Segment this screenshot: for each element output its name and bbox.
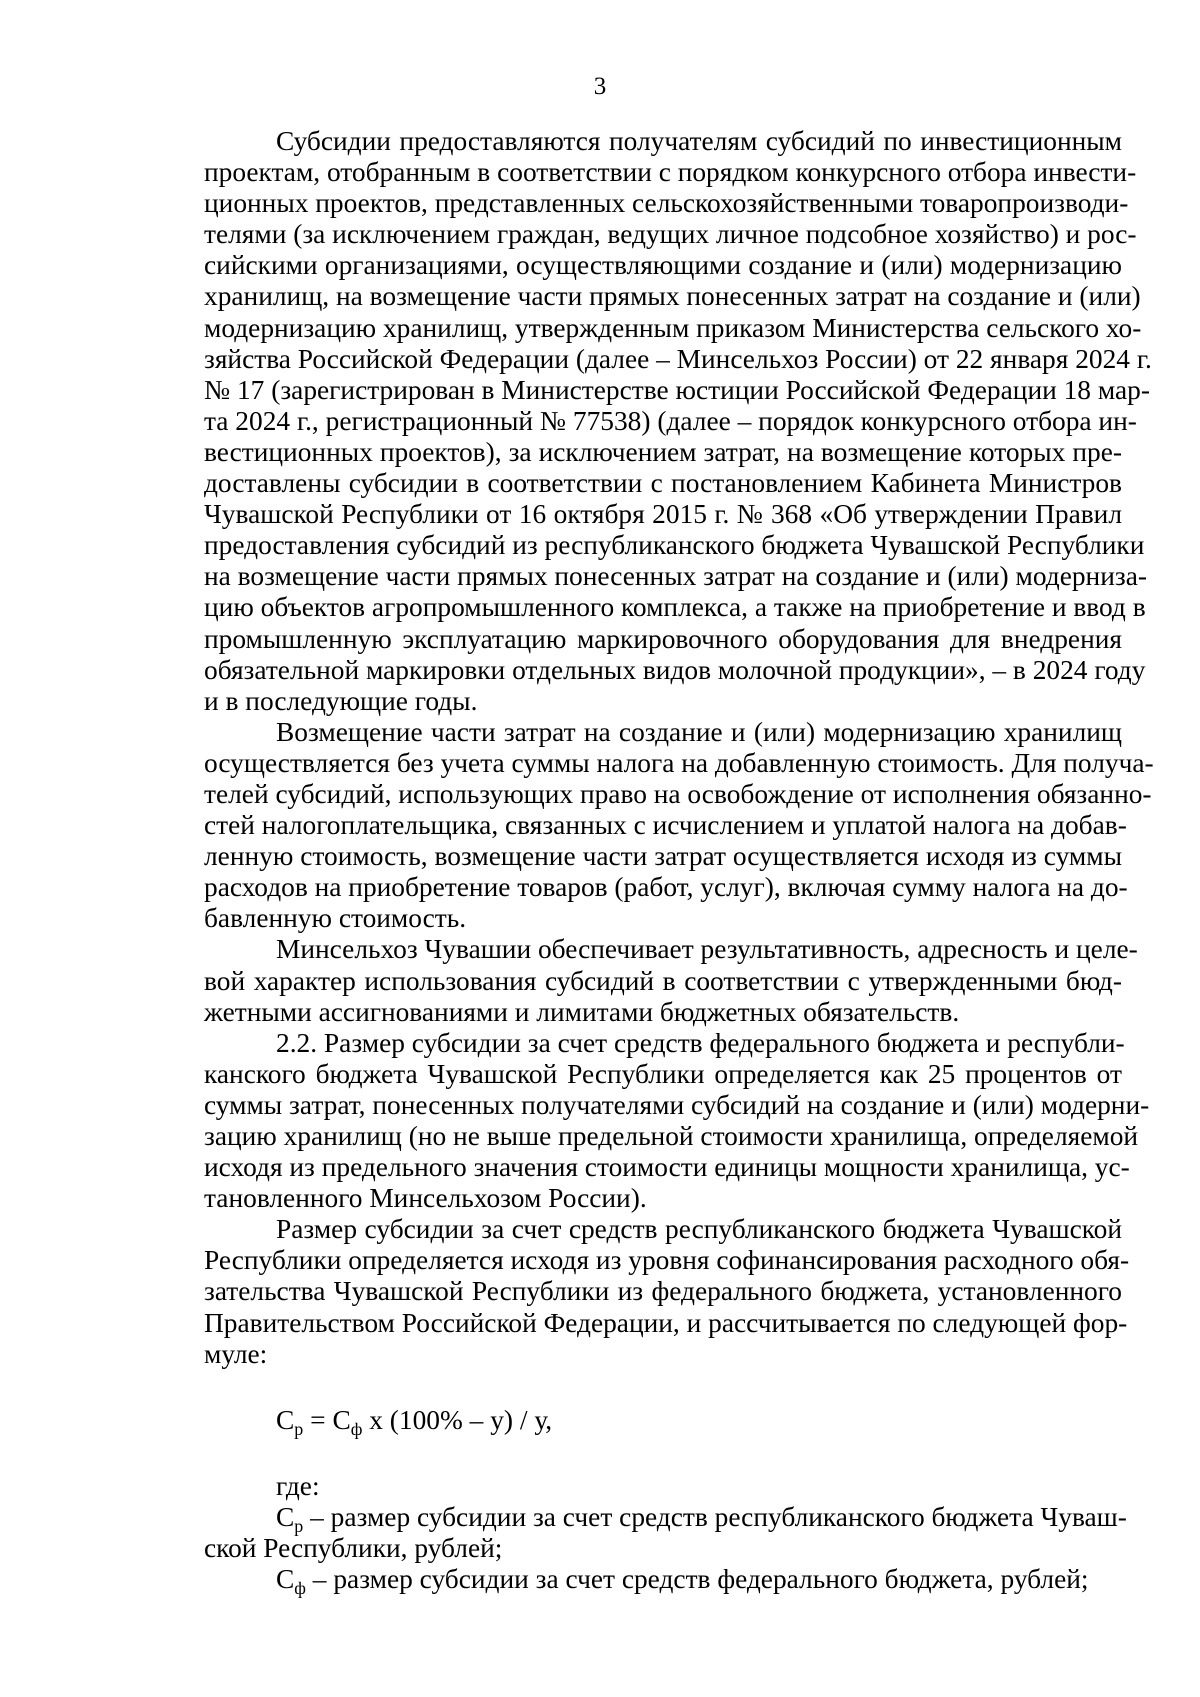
text-line: жетными ассигнованиями и лимитами бюджетных обязательств.: [204, 996, 960, 1027]
text-line: зательства Чувашской Республики из федерального бюджета, установленного: [204, 1276, 1122, 1307]
definition-cp: [204, 1501, 1127, 1564]
text-line: Размер субсидии за счет средств республиканского бюджета Чувашской: [276, 1214, 1122, 1245]
text-line: исходя из предельного значения стоимости единицы мощности хранилища, ус-: [204, 1152, 1130, 1183]
definition-symbol: С: [276, 1501, 295, 1532]
formula-rest: х (100% – у) / у,: [362, 1404, 553, 1435]
text-line: и в последующие годы.: [204, 685, 478, 716]
text-line: ционных проектов, представленных сельскохозяйственными товаропроизводи-: [204, 188, 1129, 219]
text-line: сийскими организациями, осуществляющими создание и (или) модернизацию: [204, 250, 1122, 281]
text-line: вой характер использования субсидий в соответствии с утвержденными бюд-: [204, 965, 1122, 996]
text-line: доставлены субсидии в соответствии с постановлением Кабинета Министров: [204, 468, 1122, 499]
definition-subscript: ф: [294, 1578, 306, 1599]
text-line: Минсельхоз Чувашии обеспечивает результативность, адресность и целе-: [276, 934, 1138, 965]
text-line: тановленного Минсельхозом России).: [204, 1183, 647, 1214]
formula-where-label: где:: [276, 1470, 320, 1501]
text-line: [204, 1501, 1127, 1536]
text-line: промышленную эксплуатацию маркировочного оборудования для внедрения: [204, 623, 1122, 654]
paragraph-subsidies-recipients: [204, 126, 1152, 717]
formula-equals: =: [303, 1404, 333, 1435]
definition-cf: [204, 1564, 1122, 1599]
text-line: проектам, отобранным в соответствии с порядком конкурсного отбора инвести-: [204, 157, 1137, 188]
definition-subscript: р: [294, 1515, 304, 1536]
text-line: муле:: [204, 1338, 268, 1369]
paragraph-ministry-effectiveness: [204, 934, 1138, 1027]
formula-cp-symbol: С: [276, 1404, 295, 1435]
text-line: канского бюджета Чувашской Республики определяется как 25 процентов от: [204, 1058, 1122, 1089]
formula-cp-subscript: р: [294, 1418, 304, 1439]
text-line: хранилищ, на возмещение части прямых понесенных затрат на создание и (или): [204, 281, 1141, 312]
text-line: на возмещение части прямых понесенных затрат на создание и (или) модерниза-: [204, 561, 1147, 592]
text-line: та 2024 г., регистрационный № 77538) (далее – порядок конкурсного отбора ин-: [204, 405, 1137, 436]
subsidy-formula: [276, 1404, 1122, 1439]
definition-text: – размер субсидии за счет средств федерального бюджета, рублей;: [305, 1564, 1089, 1595]
definition-text: – размер субсидии за счет средств республиканского бюджета Чуваш-: [303, 1501, 1127, 1532]
text-line: зяйства Российской Федерации (далее – Минсельхоз России) от 22 января 2024 г.: [204, 343, 1152, 374]
formula-cf-symbol: С: [332, 1404, 351, 1435]
text-line: телей субсидий, использующих право на освобождение от исполнения обязанно-: [204, 778, 1152, 809]
text-line: обязательной маркировки отдельных видов молочной продукции», – в 2024 году: [204, 654, 1146, 685]
document-body: [204, 126, 1154, 1599]
text-line: № 17 (зарегистрирован в Министерстве юстиции Российской Федерации 18 мар-: [204, 374, 1150, 405]
text-line: [204, 1564, 1122, 1599]
paragraph-republican-subsidy: [204, 1214, 1130, 1369]
text-line: Республики определяется исходя из уровня софинансирования расходного обя-: [204, 1245, 1130, 1276]
text-line: стей налогоплательщика, связанных с исчислением и уплатой налога на добав-: [204, 810, 1127, 841]
page-number: 3: [593, 73, 607, 100]
text-line: Чувашской Республики от 16 октября 2015 г. № 368 «Об утверждении Правил: [204, 499, 1122, 530]
text-line: зацию хранилищ (но не выше предельной стоимости хранилища, определяемой: [204, 1121, 1139, 1151]
text-line: вестиционных проектов), за исключением затрат, на возмещение которых пре-: [204, 436, 1122, 467]
text-line: бавленную стоимость.: [204, 903, 467, 934]
text-line: ленную стоимость, возмещение части затрат осуществляется исходя из суммы: [204, 841, 1122, 872]
definition-symbol: С: [276, 1564, 295, 1595]
text-line: цию объектов агропромышленного комплекса, а также на приобретение и ввод в: [204, 592, 1146, 623]
text-line: осуществляется без учета суммы налога на добавленную стоимость. Для получа-: [204, 747, 1154, 778]
text-line: предоставления субсидий из республиканского бюджета Чувашской Республики: [204, 530, 1145, 561]
text-line: Правительством Российской Федерации, и рассчитывается по следующей фор-: [204, 1307, 1128, 1338]
text-line: Возмещение части затрат на создание и (или) модернизацию хранилищ: [276, 716, 1122, 747]
text-line: Субсидии предоставляются получателям субсидий по инвестиционным: [276, 126, 1122, 156]
text-line: суммы затрат, понесенных получателями субсидий на создание и (или) модерни-: [204, 1089, 1150, 1120]
text-line: телями (за исключением граждан, ведущих личное подсобное хозяйство) и рос-: [204, 219, 1137, 250]
paragraph-vat-reimbursement: [204, 716, 1154, 935]
text-line: 2.2. Размер субсидии за счет средств федерального бюджета и республи-: [276, 1027, 1125, 1058]
text-line: модернизацию хранилищ, утвержденным приказом Министерства сельского хо-: [204, 312, 1142, 343]
paragraph-2-2-subsidy-amount: [204, 1027, 1150, 1215]
formula-cf-subscript: ф: [350, 1418, 363, 1439]
text-line: расходов на приобретение товаров (работ, услуг), включая сумму налога на до-: [204, 872, 1128, 903]
text-line: ской Республики, рублей;: [204, 1532, 503, 1563]
